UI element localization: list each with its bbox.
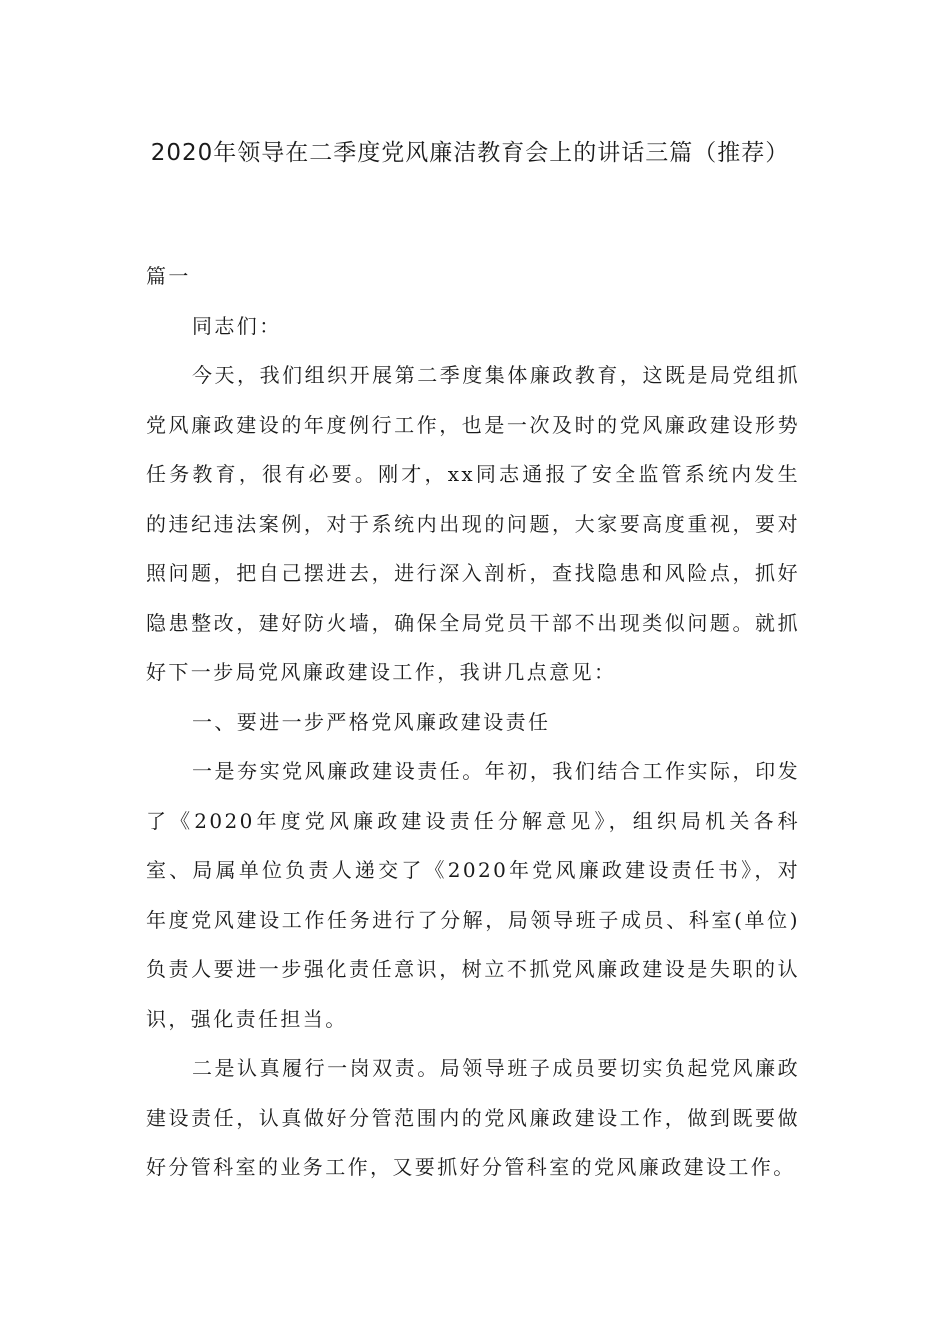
body-paragraph: 二是认真履行一岗双责。局领导班子成员要切实负起党风廉政建设责任，认真做好分管范围内的党风廉政建设工作，做到既要做好分管科室的业务工作，又要抓好分管科室的党风廉政建设工作。 [146, 1056, 800, 1179]
salutation: 同志们： [192, 313, 282, 338]
document-body [146, 252, 800, 1193]
document-title: 2020年领导在二季度党风廉洁教育会上的讲话三篇（推荐） [150, 140, 790, 166]
section-label: 篇一 [146, 264, 191, 288]
section-heading: 一、要进一步严格党风廉政建设责任 [192, 709, 551, 734]
body-paragraph: 一是夯实党风廉政建设责任。年初，我们结合工作实际，印发了《2020年度党风廉政建设责任分解意见》，组织局机关各科室、局属单位负责人递交了《2020年党风廉政建设责任书》，对年度党风建设工作任务进行了分解，局领导班子成员、科室(单位)负责人要进一步强化责任意识，树立不抓党风廉政建设是失职的认识，强化责任担当。 [146, 759, 800, 1031]
body-paragraph: 今天，我们组织开展第二季度集体廉政教育，这既是局党组抓党风廉政建设的年度例行工作，也是一次及时的党风廉政建设形势任务教育，很有必要。刚才，xx同志通报了安全监管系统内发生的违纪违法案例，对于系统内出现的问题，大家要高度重视，要对照问题，把自己摆进去，进行深入剖析，查找隐患和风险点，抓好隐患整改，建好防火墙，确保全局党员干部不出现类似问题。就抓好下一步局党风廉政建设工作，我讲几点意见： [146, 363, 800, 684]
